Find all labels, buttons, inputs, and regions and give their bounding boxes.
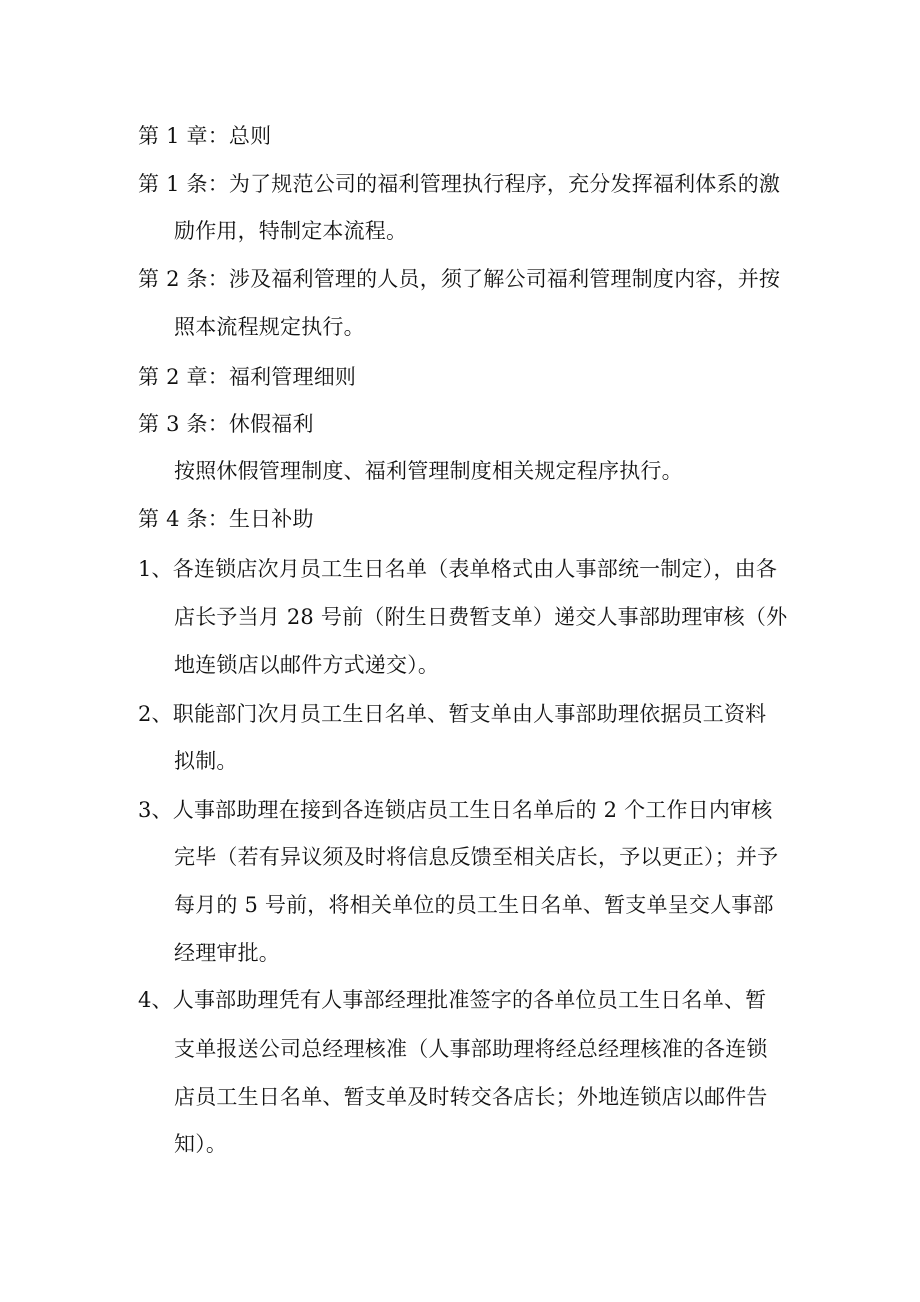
article-2-line-2: 照本流程规定执行。: [174, 315, 365, 339]
item-4-line-2: 支单报送公司总经理核准（人事部助理将经总经理核准的各连锁: [174, 1037, 768, 1061]
item-3-line-4: 经理审批。: [174, 941, 280, 965]
article-1-line-1: 第 1 条：为了规范公司的福利管理执行程序，充分发挥福利体系的激: [138, 172, 781, 196]
chapter-1-heading: 第 1 章：总则: [138, 124, 272, 148]
item-4-line-4: 知）。: [174, 1132, 228, 1156]
article-1-line-2: 励作用，特制定本流程。: [174, 219, 408, 243]
item-3-line-3: 每月的 5 号前，将相关单位的员工生日名单、暂支单呈交人事部: [174, 893, 774, 917]
item-4-line-3: 店员工生日名单、暂支单及时转交各店长；外地连锁店以邮件告: [174, 1085, 768, 1109]
item-3-line-2: 完毕（若有异议须及时将信息反馈至相关店长，予以更正）；并予: [174, 845, 779, 869]
item-2-line-1: 2、职能部门次月员工生日名单、暂支单由人事部助理依据员工资料: [138, 702, 767, 726]
item-4-line-1: 4、人事部助理凭有人事部经理批准签字的各单位员工生日名单、暂: [138, 988, 767, 1012]
item-1-line-3: 地连锁店以邮件方式递交）。: [174, 653, 440, 677]
item-3-line-1: 3、人事部助理在接到各连锁店员工生日名单后的 2 个工作日内审核: [138, 798, 773, 822]
article-3-heading: 第 3 条：休假福利: [138, 412, 314, 436]
chapter-2-heading: 第 2 章：福利管理细则: [138, 365, 357, 389]
article-2-line-1: 第 2 条：涉及福利管理的人员，须了解公司福利管理制度内容，并按: [138, 267, 781, 291]
article-4-heading: 第 4 条：生日补助: [138, 507, 314, 531]
item-1-line-2: 店长予当月 28 号前（附生日费暂支单）递交人事部助理审核（外: [174, 605, 788, 629]
item-1-line-1: 1、各连锁店次月员工生日名单（表单格式由人事部统一制定），由各: [138, 557, 778, 581]
article-3-body: 按照休假管理制度、福利管理制度相关规定程序执行。: [174, 459, 683, 483]
item-2-line-2: 拟制。: [174, 749, 238, 773]
